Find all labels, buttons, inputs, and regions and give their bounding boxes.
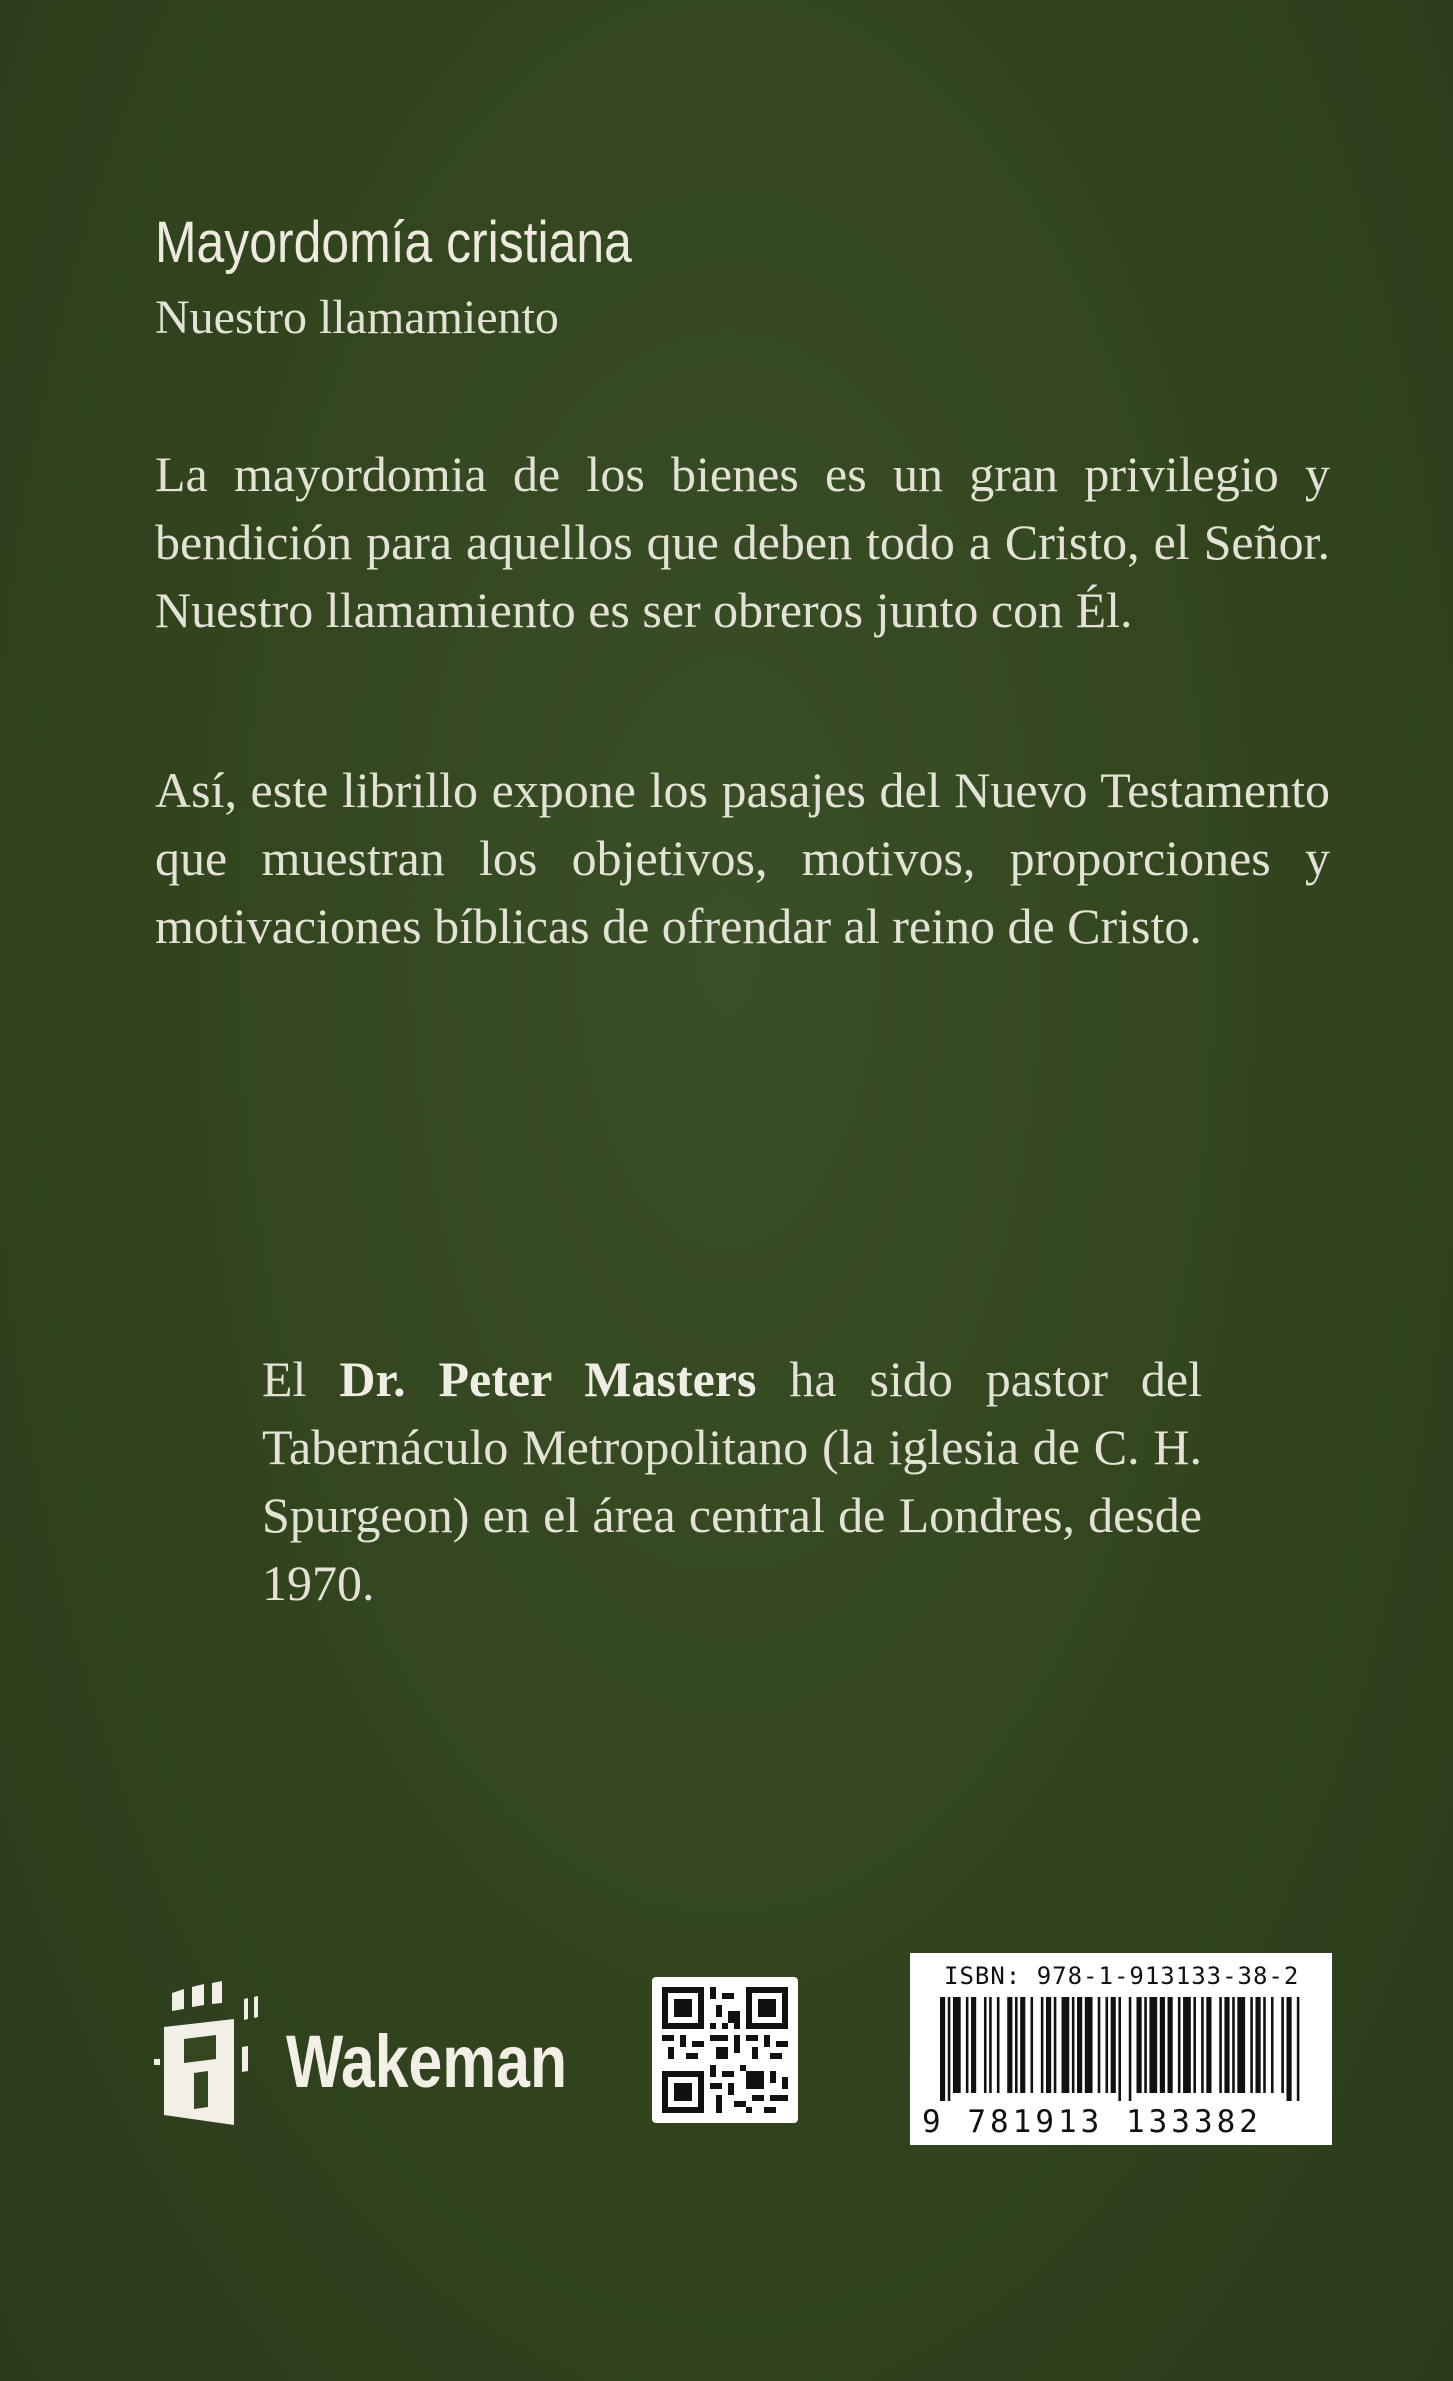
barcode-bar — [953, 1997, 961, 2093]
book-title: Mayordomía cristiana — [155, 210, 632, 275]
publisher-logo — [150, 1975, 570, 2125]
barcode-bar — [1149, 1997, 1157, 2093]
barcode-bar — [948, 1997, 951, 2101]
author-bio-prefix: El — [262, 1351, 340, 1407]
barcode-bar — [1031, 1997, 1034, 2093]
barcode-bar — [940, 1997, 945, 2101]
barcode-bar — [971, 1997, 976, 2093]
barcode-bar — [1232, 1997, 1235, 2093]
barcode-bar — [1020, 1997, 1025, 2093]
barcode-bar — [1118, 1997, 1121, 2101]
author-bio-text: ha sido pastor del Tabernáculo Metropolitano (la iglesia de C. H. Spurgeon) en el área central de Londres, desde 1970. — [262, 1351, 1202, 1611]
barcode-bar — [1201, 1997, 1204, 2093]
author-name: Dr. Peter Masters — [339, 1351, 757, 1407]
barcode-bar — [966, 1997, 969, 2093]
barcode-bar — [1144, 1997, 1147, 2093]
barcode-bar — [1015, 1997, 1018, 2093]
barcode-bar — [1297, 1997, 1300, 2101]
barcode-bar — [1137, 1997, 1142, 2093]
barcode-bar — [1077, 1997, 1082, 2093]
barcode-bar — [1219, 1997, 1222, 2093]
barcode-bar — [1237, 1997, 1245, 2093]
barcode-bar — [1072, 1997, 1075, 2093]
barcode-bar — [1046, 1997, 1051, 2093]
barcode-bar — [997, 1997, 1000, 2093]
author-bio — [262, 1345, 1202, 1617]
barcode-bar — [1178, 1997, 1181, 2093]
barcode — [910, 1953, 1332, 2145]
barcode-bar — [1041, 1997, 1044, 2093]
publisher-name: Wakeman — [286, 2020, 568, 2103]
barcode-bar — [1098, 1997, 1101, 2093]
barcode-bar — [1286, 1997, 1291, 2101]
description-paragraph-1: La mayordomia de los bienes es un gran privilegio y bendición para aquellos que deben todo a Cristo, el Señor. Nuestro llamamiento es ser obreros junto con Él. — [155, 446, 1330, 638]
barcode-bar — [1271, 1997, 1274, 2093]
isbn-label: ISBN: 978-1-913133-38-2 — [944, 1962, 1300, 1990]
barcode-bar — [1193, 1997, 1196, 2093]
barcode-bar — [1255, 1997, 1260, 2093]
book-subtitle: Nuestro llamamiento — [155, 291, 559, 344]
barcode-bar — [1160, 1997, 1165, 2093]
barcode-bar — [1281, 1997, 1284, 2093]
description-paragraph-2: Así, este librillo expone los pasajes del Nuevo Testamento que muestran los objetivos, motivos, proporciones y motivaciones bíblicas de ofrendar al reino de Cristo. — [155, 762, 1330, 954]
qr-code-icon — [662, 1987, 788, 2113]
barcode-bar — [1129, 1997, 1132, 2101]
barcode-bar — [1206, 1997, 1211, 2093]
barcode-bar — [1168, 1997, 1173, 2093]
barcode-icon — [940, 1997, 1302, 2101]
barcode-bar — [1054, 1997, 1057, 2093]
barcode-bar — [984, 1997, 987, 2093]
barcode-bar — [1263, 1997, 1266, 2093]
barcode-bar — [1062, 1997, 1070, 2093]
barcode-bar — [1224, 1997, 1229, 2093]
barcode-bar — [1250, 1997, 1253, 2093]
tower-icon — [150, 1975, 270, 2125]
barcode-bar — [1085, 1997, 1093, 2093]
barcode-bar — [1105, 1997, 1108, 2093]
barcode-bar — [1111, 1997, 1116, 2093]
barcode-bar — [989, 1997, 992, 2093]
barcode-bar — [1007, 1997, 1012, 2093]
qr-code — [652, 1977, 798, 2123]
barcode-digits: 9 781913 133382 — [922, 2104, 1262, 2140]
barcode-bar — [1183, 1997, 1191, 2093]
